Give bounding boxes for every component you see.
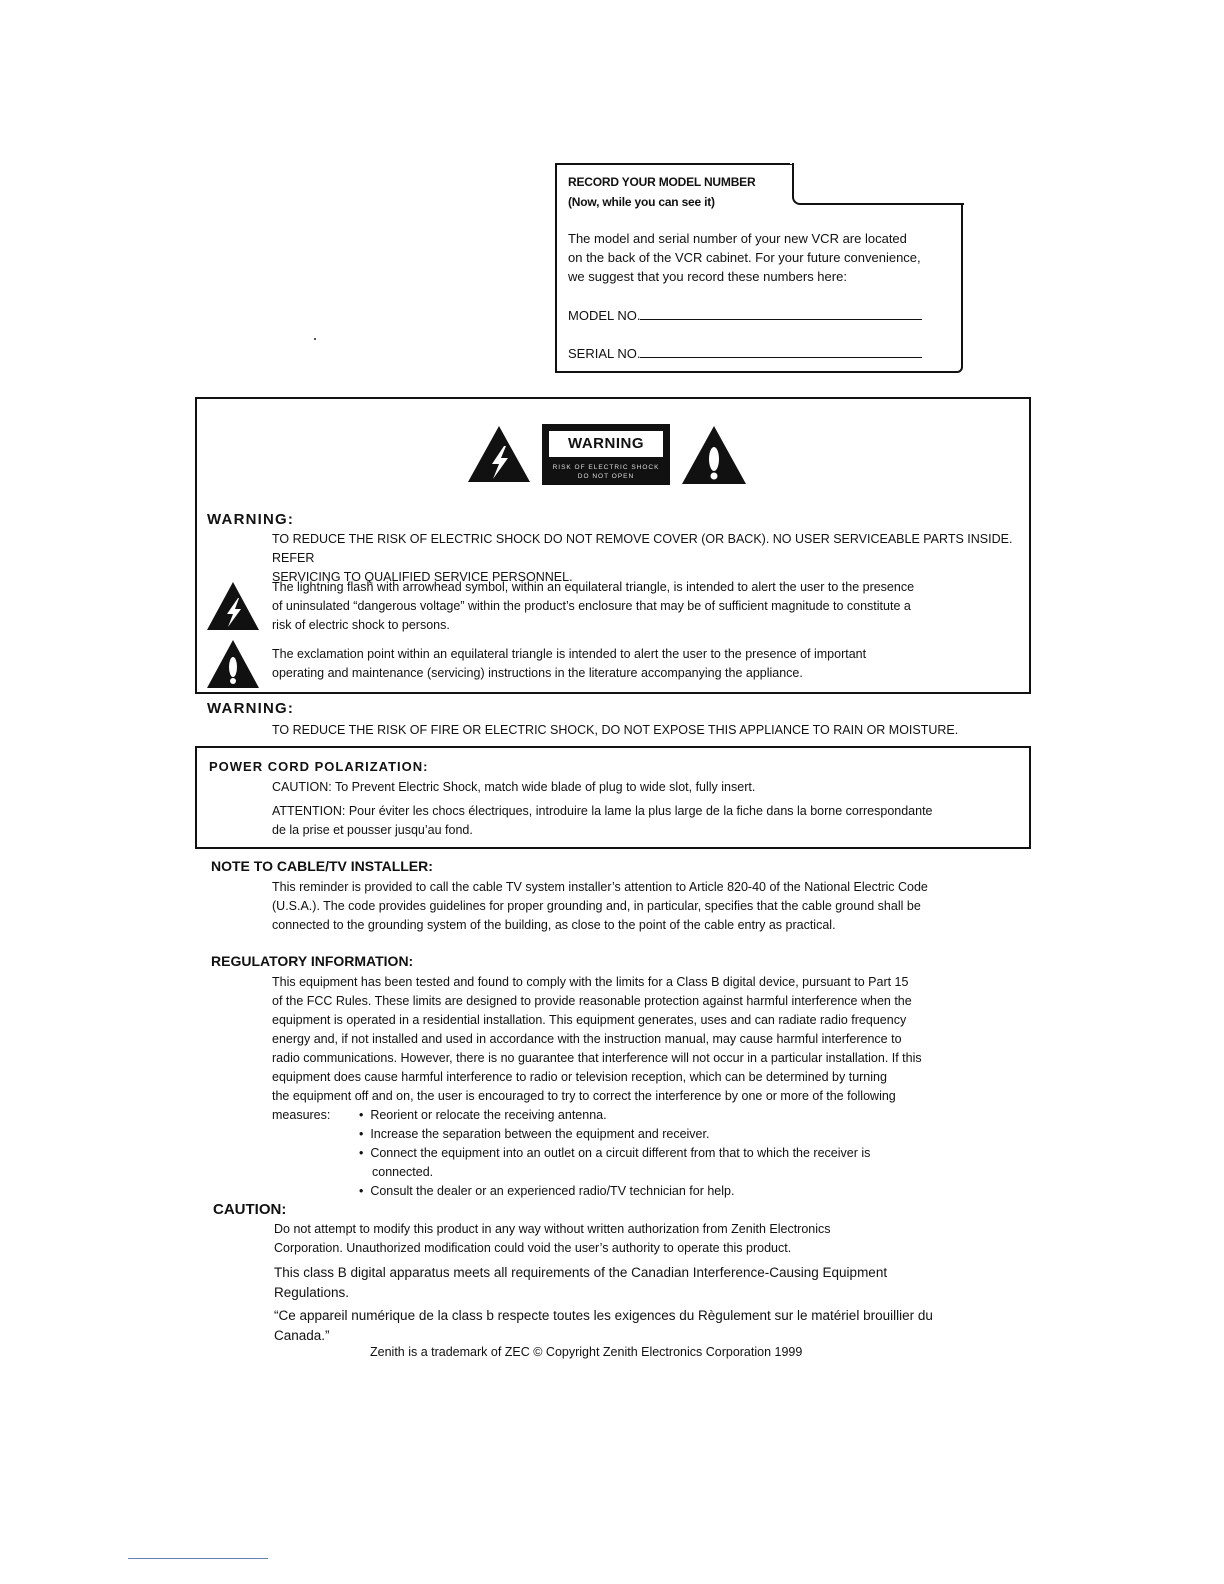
power-cord-heading: POWER CORD POLARIZATION: (209, 759, 429, 774)
caution-line: This class B digital apparatus meets all requirements of the Canadian Interference-Causing Equipment (274, 1265, 888, 1280)
footnote-rule (128, 1558, 268, 1559)
cable-line: (U.S.A.). The code provides guidelines for proper grounding and, in particular, specifies that the cable ground shall be (272, 899, 921, 913)
warning-label-line1: RISK OF ELECTRIC SHOCK (552, 464, 660, 471)
record-line: The model and serial number of your new VCR are located (568, 231, 907, 246)
speck-dot (314, 338, 316, 340)
bullet-icon: • (359, 1184, 371, 1198)
lightning-line: of uninsulated “dangerous voltage” within the product’s enclosure that may be of sufficient magnitude to constitute a (272, 599, 911, 613)
power-cord-attention (272, 802, 1022, 840)
lightning-explanation (272, 578, 1022, 635)
warning-label-line2: DO NOT OPEN (577, 473, 635, 480)
power-cord-caution: CAUTION: To Prevent Electric Shock, match wide blade of plug to wide slot, fully insert. (272, 780, 756, 794)
lightning-triangle-small-icon (205, 580, 261, 632)
lightning-triangle-icon (466, 424, 532, 484)
record-box-tab-edge (792, 163, 964, 205)
caution-line: “Ce appareil numérique de la class b respecte toutes les exigences du Règulement sur le matériel brouillier du (274, 1308, 933, 1323)
warning-fire-heading: WARNING: (207, 700, 295, 717)
record-line: on the back of the VCR cabinet. For your future convenience, (568, 250, 921, 265)
exclamation-triangle-icon (680, 424, 748, 486)
regulatory-line: This equipment has been tested and found to comply with the limits for a Class B digital device, pursuant to Part 15 (272, 975, 909, 989)
caution-line: Corporation. Unauthorized modification could void the user’s authority to operate this product. (274, 1241, 792, 1255)
caution-line: Canada.” (274, 1328, 330, 1343)
serial-number-row (568, 344, 922, 363)
cable-installer-heading: NOTE TO CABLE/TV INSTALLER: (211, 858, 433, 874)
caution-heading: CAUTION: (213, 1201, 287, 1218)
measures-list (359, 1106, 999, 1201)
cable-line: This reminder is provided to call the cable TV system installer’s attention to Article 820-40 of the National Electric Code (272, 880, 928, 894)
serial-number-label: SERIAL NO. (568, 346, 641, 361)
attention-line: ATTENTION: Pour éviter les chocs électriques, introduire la lame la plus large de la fiche dans la borne correspondante (272, 804, 933, 818)
record-instructions (568, 229, 958, 286)
attention-line: de la prise et pousser jusqu’au fond. (272, 823, 473, 837)
list-item: • Connect the equipment into an outlet on a circuit different from that to which the receiver is (359, 1146, 871, 1160)
exclamation-line: operating and maintenance (servicing) instructions in the literature accompanying the appliance. (272, 666, 803, 680)
warning-heading: WARNING: (207, 511, 295, 528)
record-subheading: (Now, while you can see it) (568, 195, 715, 209)
model-number-row (568, 306, 922, 325)
exclamation-explanation (272, 645, 1022, 683)
cable-line: connected to the grounding system of the building, as close to the point of the cable entry as practical. (272, 918, 836, 932)
list-item: • Increase the separation between the equipment and receiver. (359, 1127, 710, 1141)
bullet-icon: • (359, 1108, 371, 1122)
caution-canada-text (274, 1263, 1024, 1303)
model-number-label: MODEL NO. (568, 308, 641, 323)
cable-installer-text (272, 878, 1022, 935)
regulatory-line: the equipment off and on, the user is encouraged to try to correct the interference by one or more of the following (272, 1089, 896, 1103)
regulatory-line: equipment does cause harmful interference to radio or television reception, which can be determined by turning (272, 1070, 887, 1084)
warning-label (542, 424, 670, 485)
caution-modify-text (274, 1220, 1024, 1258)
list-item: connected. (372, 1165, 434, 1179)
caution-line: Do not attempt to modify this product in any way without written authorization from Zenith Electronics (274, 1222, 831, 1236)
regulatory-text (272, 973, 1027, 1106)
trademark-notice: Zenith is a trademark of ZEC © Copyright Zenith Electronics Corporation 1999 (370, 1345, 803, 1359)
warning-label-title: WARNING (547, 429, 665, 459)
lightning-line: The lightning flash with arrowhead symbol, within an equilateral triangle, is intended to alert the user to the presence (272, 580, 915, 594)
record-line: we suggest that you record these numbers here: (568, 269, 847, 284)
exclamation-line: The exclamation point within an equilateral triangle is intended to alert the user to the presence of important (272, 647, 867, 661)
warning-line: SERVICING TO QUALIFIED SERVICE PERSONNEL. (272, 570, 573, 584)
model-number-field[interactable] (640, 307, 922, 320)
regulatory-line: energy and, if not installed and used in accordance with the instruction manual, may cause harmful interference to (272, 1032, 902, 1046)
regulatory-heading: REGULATORY INFORMATION: (211, 953, 414, 969)
caution-line: Regulations. (274, 1285, 350, 1300)
warning-fire-text: TO REDUCE THE RISK OF FIRE OR ELECTRIC SHOCK, DO NOT EXPOSE THIS APPLIANCE TO RAIN OR MOISTURE. (272, 723, 959, 737)
measures-label: measures: (272, 1108, 331, 1122)
regulatory-line: equipment is operated in a residential installation. This equipment generates, uses and can radiate radio frequency (272, 1013, 907, 1027)
regulatory-line: of the FCC Rules. These limits are designed to provide reasonable protection against harmful interference when the (272, 994, 912, 1008)
bullet-icon: • (359, 1146, 371, 1160)
bullet-icon: • (359, 1127, 371, 1141)
exclamation-triangle-small-icon (205, 638, 261, 690)
regulatory-line: radio communications. However, there is no guarantee that interference will not occur in a particular installation. If this (272, 1051, 922, 1065)
warning-line: TO REDUCE THE RISK OF ELECTRIC SHOCK DO NOT REMOVE COVER (OR BACK). NO USER SERVICEABLE PARTS INSIDE. REFER (272, 532, 1013, 565)
record-heading: RECORD YOUR MODEL NUMBER (568, 175, 756, 189)
list-item: • Consult the dealer or an experienced radio/TV technician for help. (359, 1184, 735, 1198)
serial-number-field[interactable] (640, 345, 922, 358)
list-item: • Reorient or relocate the receiving antenna. (359, 1108, 607, 1122)
caution-french-text (274, 1306, 1029, 1346)
lightning-line: risk of electric shock to persons. (272, 618, 450, 632)
